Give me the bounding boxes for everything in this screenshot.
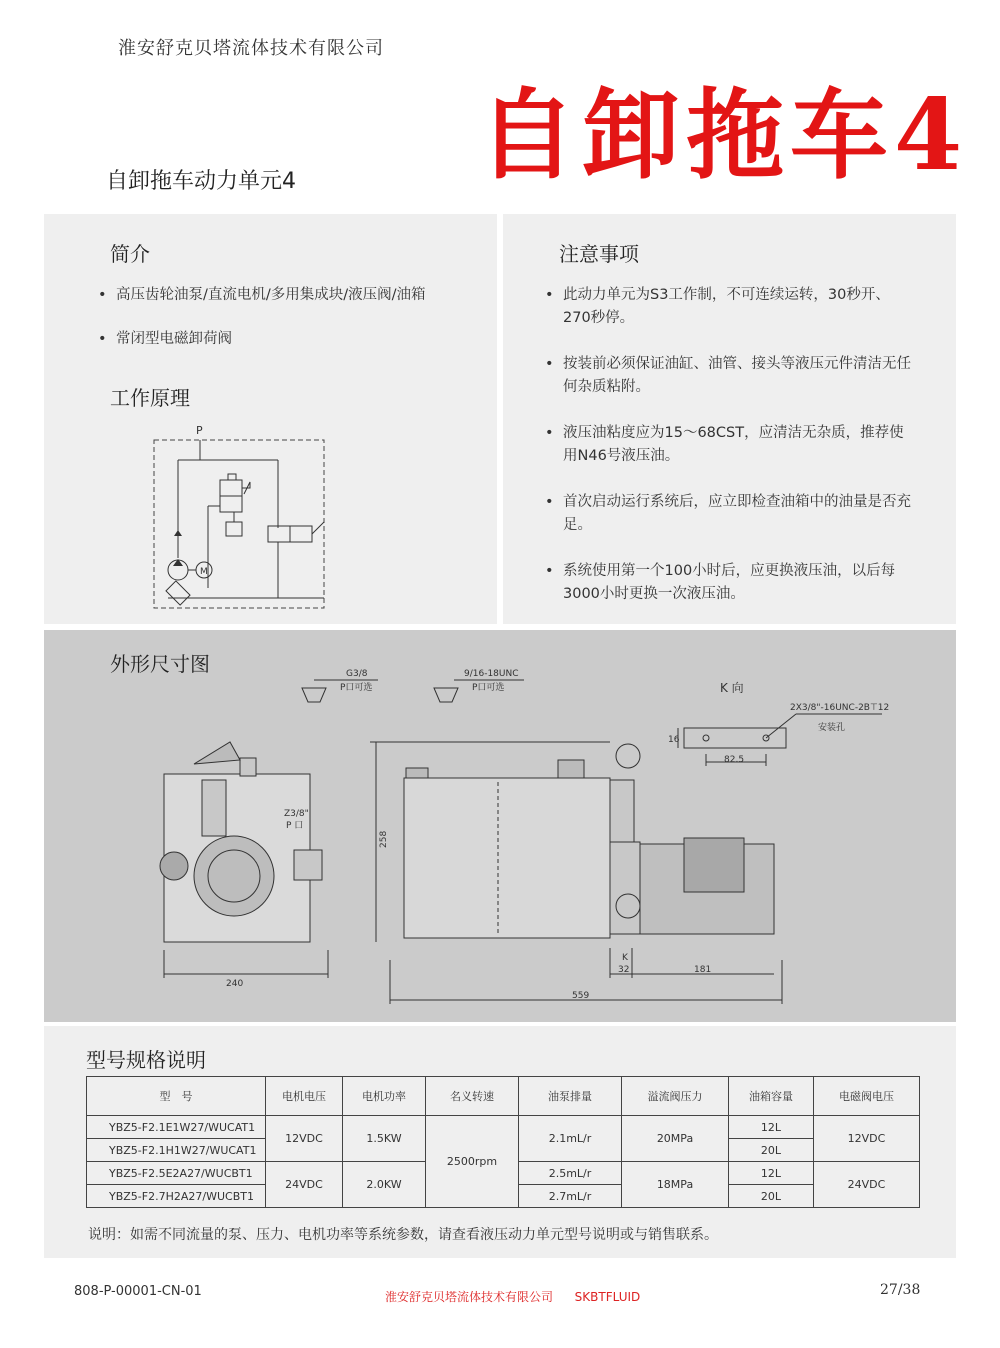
dim-181: 181	[694, 965, 712, 975]
doc-code: 808-P-00001-CN-01	[74, 1284, 202, 1299]
note-item: • 首次启动运行系统后，应立即检查油箱中的油量是否充足。	[545, 491, 911, 537]
intro-heading: 简介	[110, 242, 150, 266]
tank-cell: 20L	[729, 1185, 814, 1208]
spec-note: 说明：如需不同流量的泵、压力、电机功率等系统参数，请查看液压动力单元型号说明或与销售联系。	[88, 1227, 718, 1243]
dim-258: 258	[379, 830, 389, 848]
company-name: 淮安舒克贝塔流体技术有限公司	[118, 38, 384, 59]
model-cell: YBZ5-F2.5E2A27/WUCBT1	[87, 1162, 266, 1185]
view-k-label: K 向	[720, 681, 744, 695]
dim-32: 32	[618, 965, 630, 975]
port3-note: P 口	[286, 821, 304, 831]
speed-cell: 2500rpm	[426, 1116, 519, 1208]
solenoid-cell: 24VDC	[814, 1162, 920, 1208]
spec-table	[86, 1076, 920, 1208]
intro-panel	[44, 214, 497, 624]
displacement-cell: 2.1mL/r	[519, 1116, 622, 1162]
pressure-cell: 20MPa	[622, 1116, 729, 1162]
k-mark: K	[622, 953, 628, 963]
footer-company	[385, 1288, 640, 1305]
model-cell: YBZ5-F2.7H2A27/WUCBT1	[87, 1185, 266, 1208]
col-voltage: 电机电压	[266, 1077, 343, 1116]
table-row	[87, 1116, 920, 1139]
intro-list	[98, 284, 488, 351]
principle-heading: 工作原理	[110, 386, 190, 410]
col-model: 型 号	[87, 1077, 266, 1116]
notes-panel	[503, 214, 956, 624]
port2-size: 9/16-18UNC	[464, 669, 519, 679]
pressure-cell: 18MPa	[622, 1162, 729, 1208]
port3-size: Z3/8"	[284, 809, 309, 819]
port-p-label: P	[196, 424, 203, 437]
col-power: 电机功率	[343, 1077, 426, 1116]
intro-item: • 常闭型电磁卸荷阀	[98, 328, 488, 351]
model-cell: YBZ5-F2.1E1W27/WUCAT1	[87, 1116, 266, 1139]
power-cell: 2.0KW	[343, 1162, 426, 1208]
model-cell: YBZ5-F2.1H1W27/WUCAT1	[87, 1139, 266, 1162]
motor-label: M	[200, 567, 208, 577]
footer-brand: SKBTFLUID	[574, 1290, 641, 1304]
note-item: • 系统使用第一个100小时后，应更换液压油，以后每3000小时更换一次液压油。	[545, 560, 911, 606]
page-number: 27/38	[880, 1282, 921, 1298]
table-header-row	[87, 1077, 920, 1116]
col-solenoid: 电磁阀电压	[814, 1077, 920, 1116]
port1-size: G3/8	[346, 669, 368, 679]
notes-heading: 注意事项	[559, 242, 639, 266]
voltage-cell: 24VDC	[266, 1162, 343, 1208]
solenoid-cell: 12VDC	[814, 1116, 920, 1162]
dim-16: 16	[668, 735, 680, 745]
power-cell: 1.5KW	[343, 1116, 426, 1162]
dimension-drawing	[44, 630, 956, 1022]
dim-82-5: 82.5	[724, 755, 745, 765]
spec-heading: 型号规格说明	[86, 1048, 206, 1072]
big-title: 自卸拖车4	[478, 78, 969, 193]
mount-hole-note: 安装孔	[818, 723, 846, 733]
col-pressure: 溢流阀压力	[622, 1077, 729, 1116]
col-tank: 油箱容量	[729, 1077, 814, 1116]
displacement-cell: 2.5mL/r	[519, 1162, 622, 1185]
dimension-heading: 外形尺寸图	[110, 652, 210, 676]
hydraulic-schematic	[148, 418, 338, 614]
tank-cell: 20L	[729, 1139, 814, 1162]
mount-hole-spec: 2X3/8"-16UNC-2B⊤12	[790, 703, 890, 713]
col-speed: 名义转速	[426, 1077, 519, 1116]
tank-cell: 12L	[729, 1162, 814, 1185]
footer-company-name: 淮安舒克贝塔流体技术有限公司	[385, 1290, 554, 1304]
displacement-cell: 2.7mL/r	[519, 1185, 622, 1208]
dimension-panel	[44, 630, 956, 1022]
note-item: • 液压油粘度应为15～68CST，应清洁无杂质，推荐使用N46号液压油。	[545, 422, 911, 468]
port2-note: P口可选	[472, 683, 505, 693]
intro-item: • 高压齿轮油泵/直流电机/多用集成块/液压阀/油箱	[98, 284, 488, 307]
dim-559: 559	[572, 991, 590, 1001]
tank-cell: 12L	[729, 1116, 814, 1139]
col-displacement: 油泵排量	[519, 1077, 622, 1116]
page-subtitle: 自卸拖车动力单元4	[106, 169, 296, 194]
voltage-cell: 12VDC	[266, 1116, 343, 1162]
note-item: • 按装前必须保证油缸、油管、接头等液压元件清洁无任何杂质粘附。	[545, 353, 911, 399]
dim-240: 240	[226, 979, 244, 989]
notes-list	[545, 284, 911, 606]
port1-note: P口可选	[340, 683, 373, 693]
note-item: • 此动力单元为S3工作制，不可连续运转，30秒开、270秒停。	[545, 284, 911, 330]
